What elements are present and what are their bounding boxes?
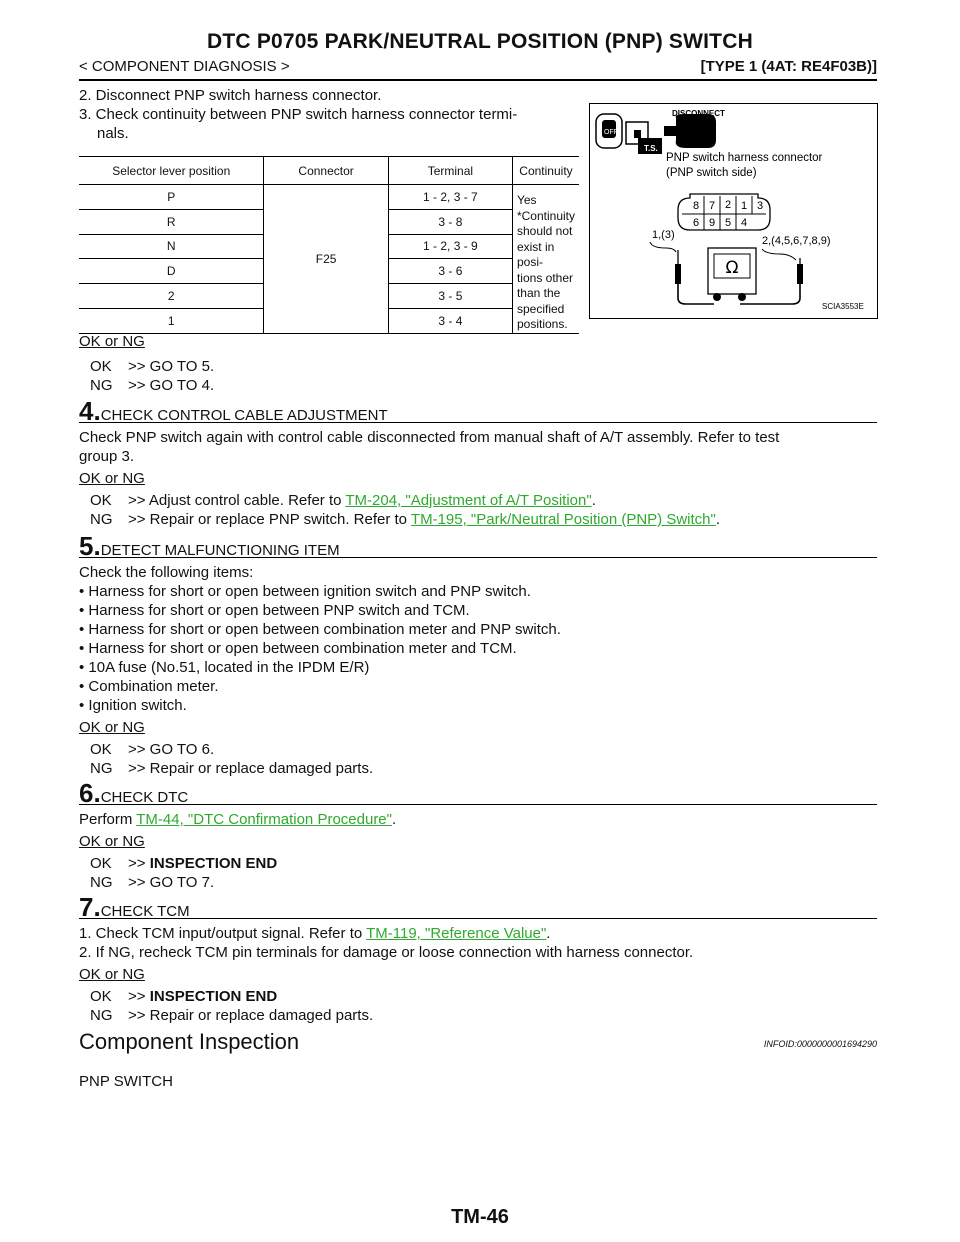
pin-label: 4: [740, 217, 748, 229]
info-id: INFOID:0000000001694290: [763, 1039, 877, 1049]
list-item: • Harness for short or open between PNP switch and TCM.: [79, 602, 470, 619]
result-ok: OK >> GO TO 5.: [90, 358, 215, 375]
continuity-cell: Yes *Continuity should not exist in posi- tions other than the specified positions.: [512, 185, 579, 334]
intro-step-3-cont: nals.: [97, 125, 129, 142]
connector-cell: F25: [264, 185, 388, 334]
ok-or-ng-label: OK or NG: [79, 719, 145, 736]
subsection-heading: PNP SWITCH: [79, 1073, 173, 1090]
pin-label: 5: [724, 217, 732, 229]
pin-label: 1: [740, 200, 748, 212]
result-ng: NG >> Repair or replace PNP switch. Refer to TM-195, "Park/Neutral Position (PNP) Switch".: [90, 511, 721, 528]
page-title: DTC P0705 PARK/NEUTRAL POSITION (PNP) SWITCH: [207, 30, 753, 53]
intro-step-2: 2. Disconnect PNP switch harness connector.: [79, 87, 382, 104]
list-item: • 10A fuse (No.51, located in the IPDM E/R): [79, 659, 370, 676]
result-ok: OK >> INSPECTION END: [90, 988, 278, 1005]
page-number: TM-46: [451, 1206, 509, 1228]
disconnect-label: DISCONNECT: [672, 109, 725, 118]
table-row: D 3 - 6: [79, 259, 579, 284]
table-row: N 1 - 2, 3 - 9: [79, 234, 579, 259]
list-item: • Harness for short or open between combination meter and TCM.: [79, 640, 517, 657]
col-selector: Selector lever position: [79, 157, 264, 185]
table-row: 1 3 - 4: [79, 308, 579, 333]
svg-text:OFF: OFF: [604, 129, 618, 136]
connector-side-label: (PNP switch side): [666, 167, 757, 179]
ok-or-ng-label: OK or NG: [79, 966, 145, 983]
figure-svg: [590, 104, 877, 318]
result-ng: NG >> GO TO 4.: [90, 377, 215, 394]
pin-label: 6: [692, 217, 700, 229]
left-probe-label: 1,(3): [652, 229, 675, 241]
result-ok: OK >> INSPECTION END: [90, 855, 278, 872]
pin-label: 2: [724, 199, 732, 211]
section-breadcrumb: < COMPONENT DIAGNOSIS >: [79, 58, 290, 75]
link-pnp-switch[interactable]: TM-195, "Park/Neutral Position (PNP) Switch": [410, 511, 716, 528]
list-item: • Ignition switch.: [79, 697, 187, 714]
col-continuity: Continuity: [519, 163, 573, 178]
list-item: • Harness for short or open between combination meter and PNP switch.: [79, 621, 561, 638]
ok-or-ng-label: OK or NG: [79, 470, 145, 487]
intro-step-3: 3. Check continuity between PNP switch harness connector termi-: [79, 106, 518, 123]
ok-or-ng-label: OK or NG: [79, 833, 145, 850]
continuity-table: [79, 156, 579, 334]
step-5-intro: Check the following items:: [79, 564, 254, 581]
result-ng: NG >> Repair or replace damaged parts.: [90, 760, 374, 777]
step-4-body-cont: group 3.: [79, 448, 135, 465]
model-type-label: [TYPE 1 (4AT: RE4F03B)]: [700, 58, 877, 75]
table-row: P F25 1 - 2, 3 - 7 Yes *Continuity should not exist in posi- tions other than the specified positions.: [79, 185, 579, 210]
connector-label: PNP switch harness connector: [666, 152, 823, 164]
col-terminal: Terminal: [388, 157, 512, 185]
list-item: • Combination meter.: [79, 678, 219, 695]
result-ng: NG >> Repair or replace damaged parts.: [90, 1007, 374, 1024]
section-heading: Component Inspection: [79, 1029, 300, 1054]
col-connector: Connector: [264, 157, 388, 185]
result-ng: NG >> GO TO 7.: [90, 874, 215, 891]
step-7-line-1: 1. Check TCM input/output signal. Refer to TM-119, "Reference Value".: [79, 925, 551, 942]
link-adjustment[interactable]: TM-204, "Adjustment of A/T Position": [345, 492, 592, 509]
connector-icon: [664, 114, 716, 148]
list-item: • Harness for short or open between ignition switch and PNP switch.: [79, 583, 531, 600]
step-7-heading: 7.CHECK TCM: [79, 892, 877, 919]
result-ok: OK >> GO TO 6.: [90, 741, 215, 758]
ohm-symbol: Ω: [725, 258, 739, 278]
pin-label: 3: [756, 200, 764, 212]
result-ok: OK >> Adjust control cable. Refer to TM-204, "Adjustment of A/T Position".: [90, 492, 596, 509]
pin-label: 7: [708, 200, 716, 212]
ok-or-ng-label: OK or NG: [79, 333, 145, 350]
step-5-heading: 5.DETECT MALFUNCTIONING ITEM: [79, 531, 877, 558]
link-dtc-confirmation[interactable]: TM-44, "DTC Confirmation Procedure": [136, 811, 392, 828]
ts-label: T.S.: [644, 144, 658, 153]
pin-label: 9: [708, 217, 716, 229]
table-row: 2 3 - 5: [79, 284, 579, 309]
step-6-body: Perform TM-44, "DTC Confirmation Procedure".: [79, 811, 397, 828]
step-6-heading: 6.CHECK DTC: [79, 778, 877, 805]
pnp-connector-figure: [589, 103, 878, 319]
ignition-off-icon: [596, 114, 622, 148]
step-7-line-2: 2. If NG, recheck TCM pin terminals for damage or loose connection with harness connector.: [79, 944, 694, 961]
header-rule: [79, 79, 877, 81]
step-4-body: Check PNP switch again with control cable disconnected from manual shaft of A/T assembly. Refer to test: [79, 429, 780, 446]
right-probe-label: 2,(4,5,6,7,8,9): [762, 235, 831, 247]
step-4-heading: 4.CHECK CONTROL CABLE ADJUSTMENT: [79, 396, 877, 423]
figure-code: SCIA3553E: [822, 302, 864, 311]
link-reference-value[interactable]: TM-119, "Reference Value": [366, 925, 547, 942]
table-row: R 3 - 8: [79, 209, 579, 234]
pin-label: 8: [692, 200, 700, 212]
